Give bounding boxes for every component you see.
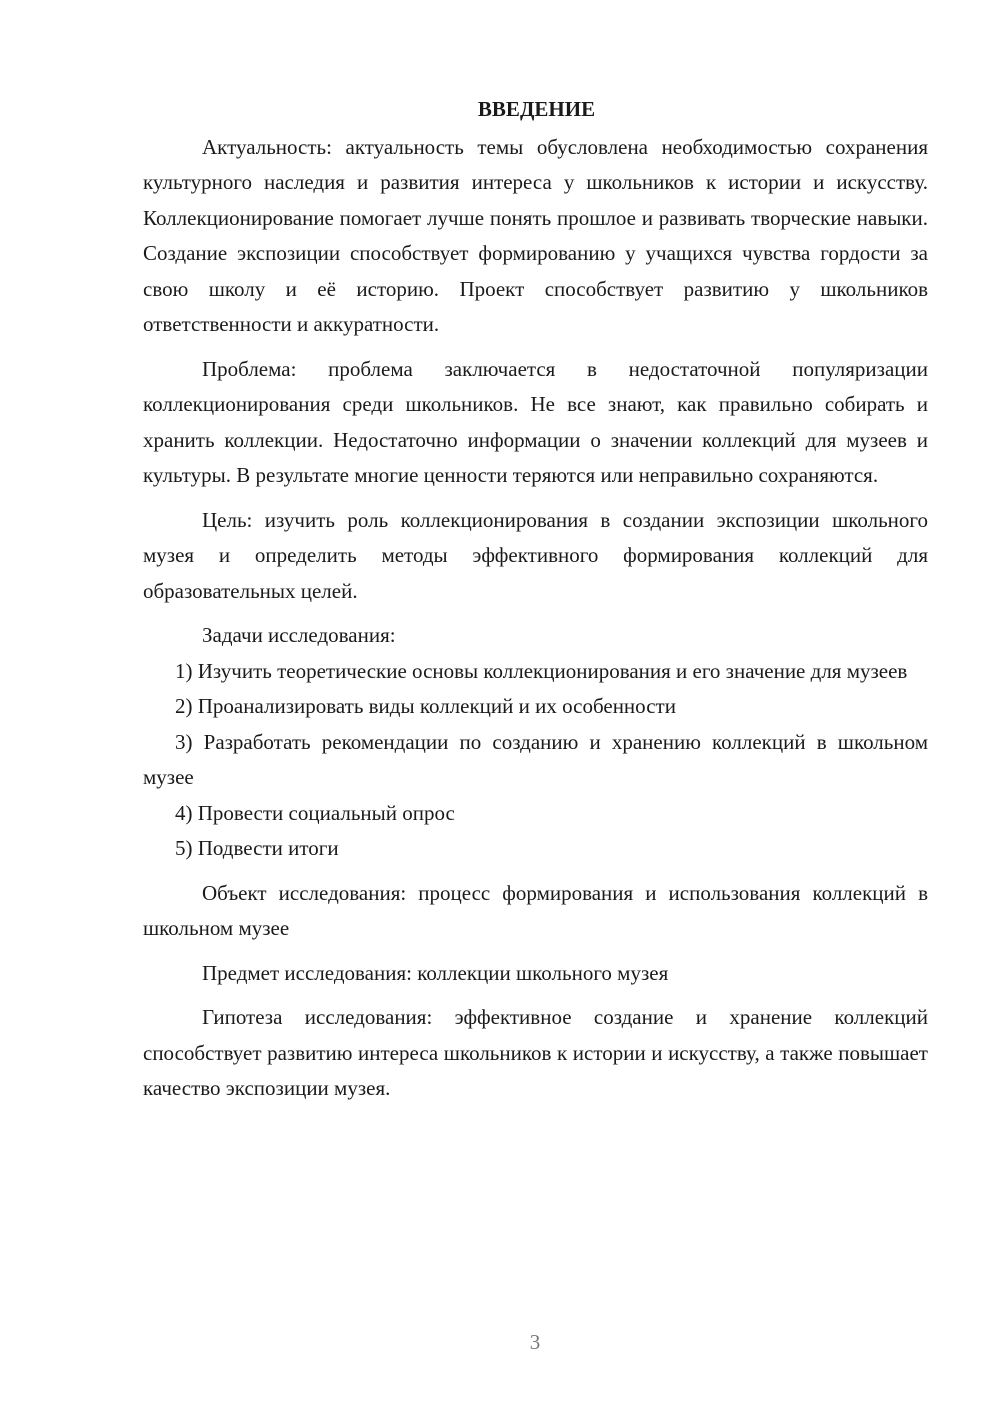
problem-paragraph: Проблема: проблема заключается в недостаточной популяризации коллекционирования среди школьников. Не все знают, как правильно собирать и хранить коллекции. Недостаточно информации о значении коллекций для музеев и культуры. В результате многие ценности теряются или неправильно сохраняются. xyxy=(143,356,928,487)
task-item-4: 4) Провести социальный опрос xyxy=(175,800,455,825)
subject-paragraph: Предмет исследования: коллекции школьного музея xyxy=(202,960,669,985)
hypothesis-paragraph: Гипотеза исследования: эффективное создание и хранение коллекций способствует развитию интереса школьников к истории и искусству, а также повышает качество экспозиции музея. xyxy=(143,1005,928,1100)
task-item-2: 2) Проанализировать виды коллекций и их особенности xyxy=(175,694,676,718)
task-item-5: 5) Подвести итоги xyxy=(175,836,339,860)
task-item-1: 1) Изучить теоретические основы коллекционирования и его значение для музеев xyxy=(175,658,908,683)
tasks-title: Задачи исследования: xyxy=(202,623,396,647)
page-number: 3 xyxy=(529,1330,541,1354)
object-paragraph: Объект исследования: процесс формирования и использования коллекций в школьном музее xyxy=(143,880,928,940)
goal-paragraph: Цель: изучить роль коллекционирования в создании экспозиции школьного музея и определить методы эффективного формирования коллекций для образовательных целей. xyxy=(143,507,928,603)
document-page xyxy=(143,92,928,1107)
relevance-paragraph: Актуальность: актуальность темы обусловлена необходимостью сохранения культурного наследия и развития интереса у школьников к истории и искусству. Коллекционирование помогает лучше понять прошлое и развивать творческие навыки. Создание экспозиции способствует формированию у учащихся чувства гордости за свою школу и её историю. Проект способствует развитию у школьников ответственности и аккуратности. xyxy=(143,134,928,336)
task-item-3: 3) Разработать рекомендации по созданию и хранению коллекций в школьном музее xyxy=(143,729,928,789)
page-title: ВВЕДЕНИЕ xyxy=(477,97,596,121)
